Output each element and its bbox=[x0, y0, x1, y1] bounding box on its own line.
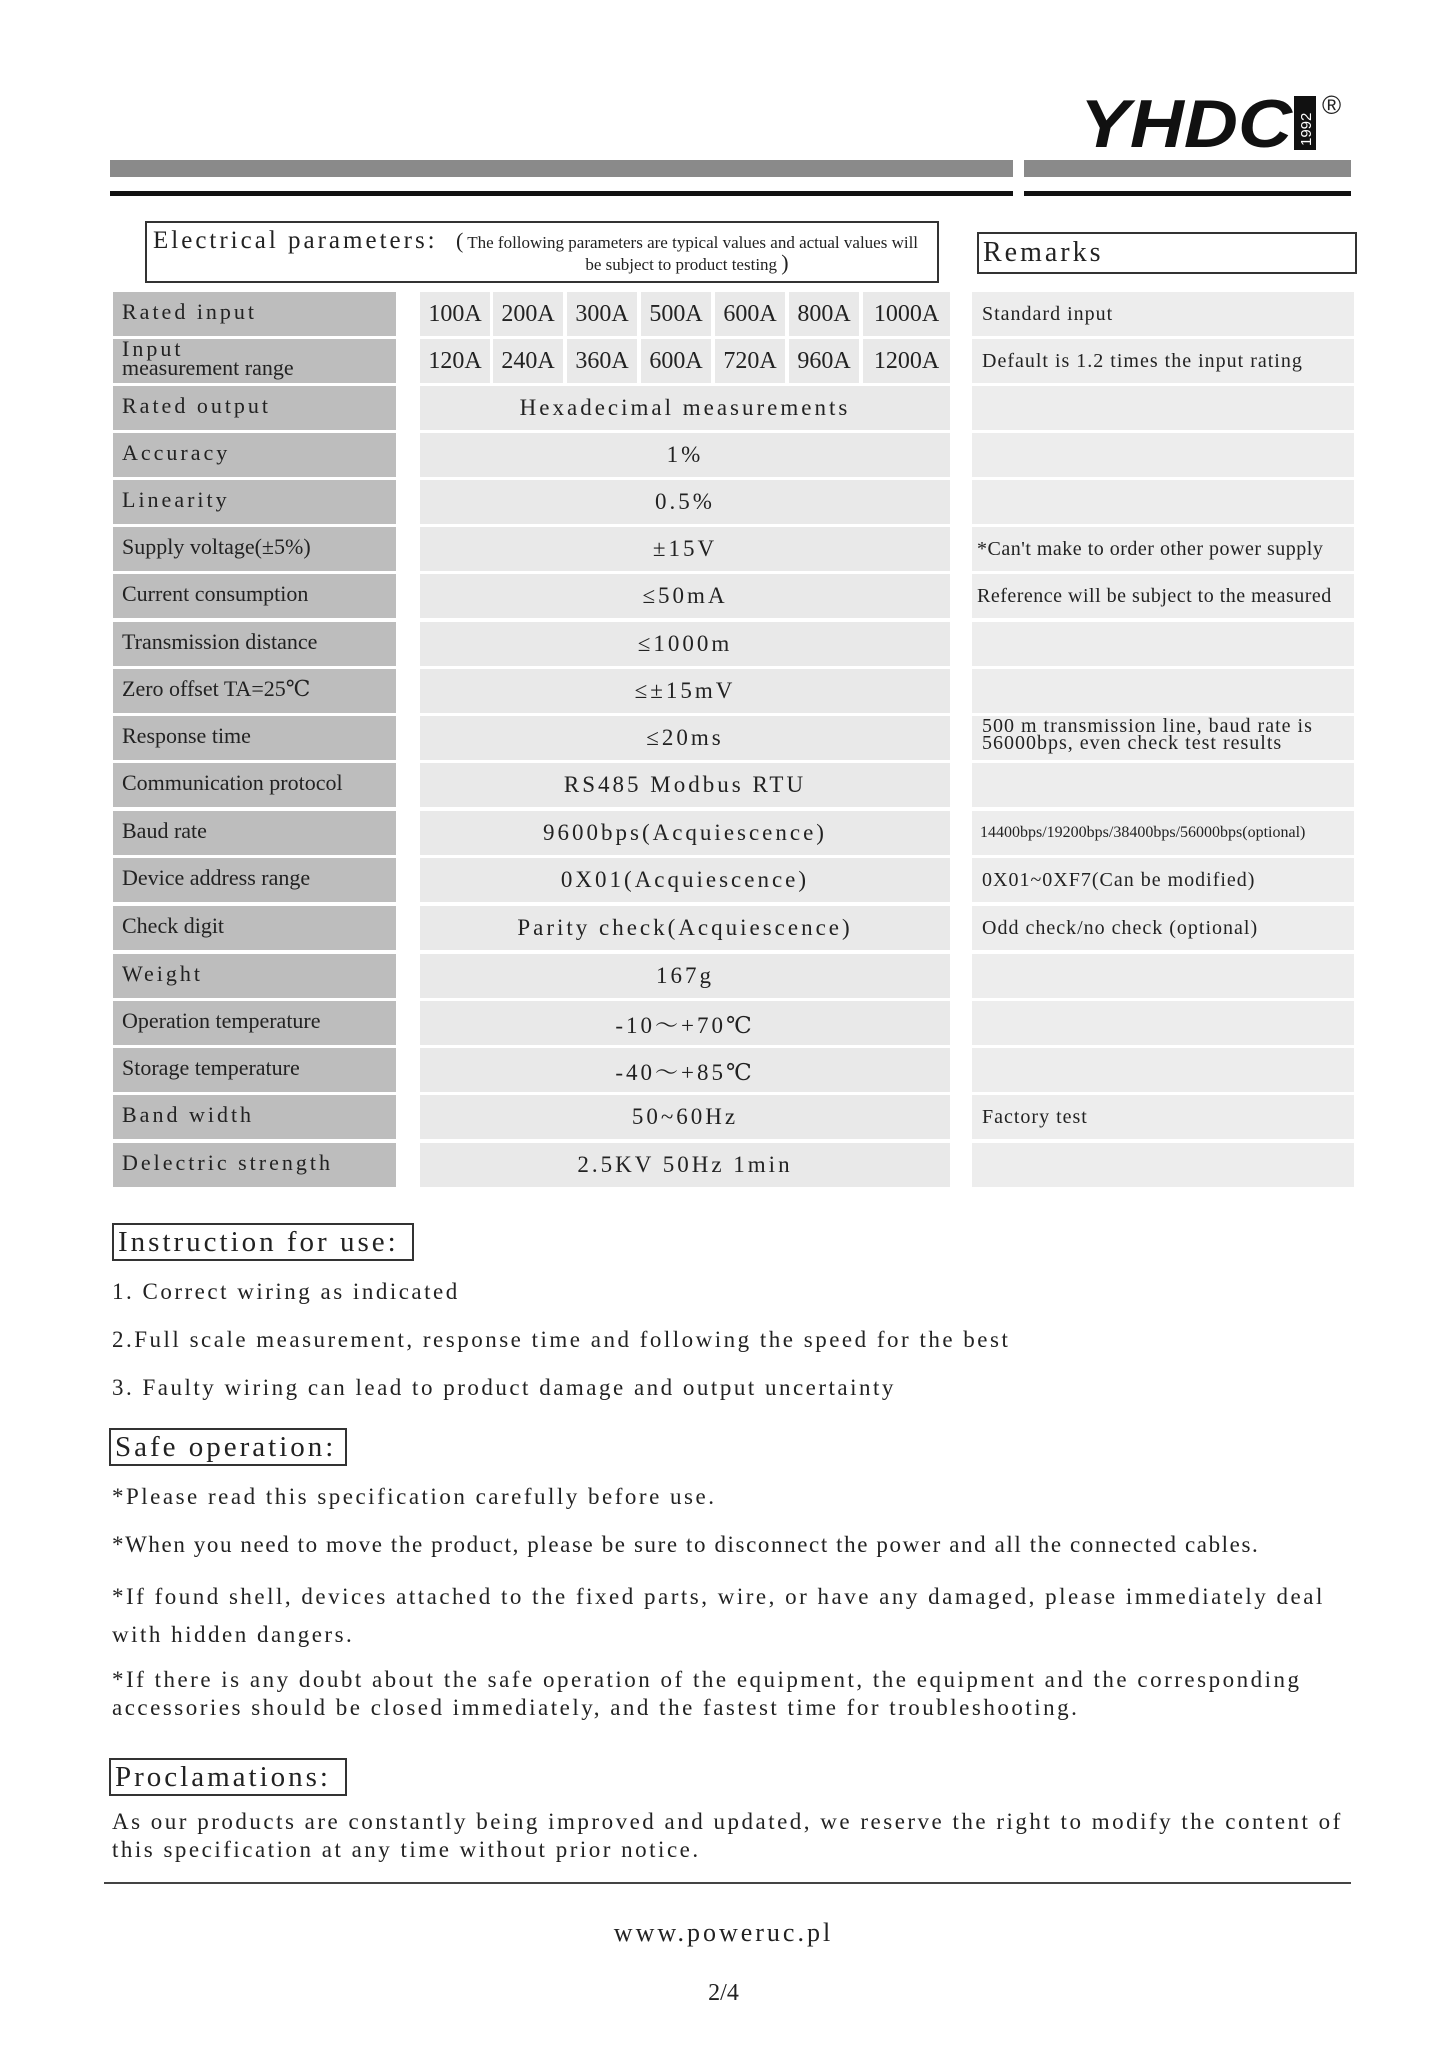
row-value: 1% bbox=[420, 433, 950, 477]
safe-item: *If found shell, devices attached to the fixed parts, wire, or have any damaged, please immediately deal with hidden dangers. bbox=[112, 1584, 1325, 1647]
table-row bbox=[0, 858, 1447, 902]
label-text: Supply voltage(±5%) bbox=[122, 534, 311, 559]
row-label bbox=[113, 480, 396, 524]
electrical-parameters-header bbox=[145, 221, 939, 283]
row-value: -10～+70℃ bbox=[420, 1001, 950, 1045]
row-value: 0X01(Acquiescence) bbox=[420, 858, 950, 902]
remarks-title: Remarks bbox=[983, 237, 1104, 268]
remark-line1: 500 m transmission line, baud rate is bbox=[982, 715, 1313, 737]
table-row bbox=[0, 1048, 1447, 1092]
row-remark bbox=[972, 858, 1354, 902]
row-label bbox=[113, 858, 396, 902]
label-text: Band width bbox=[122, 1102, 255, 1127]
row-label bbox=[113, 574, 396, 618]
value-cell: 1000A bbox=[863, 292, 950, 336]
header-bar-left bbox=[110, 160, 1013, 177]
remark-line2: 56000bps, even check test results bbox=[982, 732, 1283, 754]
row-value: Parity check(Acquiescence) bbox=[420, 906, 950, 950]
header-bar-right bbox=[1024, 160, 1351, 177]
value-cell: 720A bbox=[715, 339, 785, 383]
row-value: RS485 Modbus RTU bbox=[420, 763, 950, 807]
row-remark bbox=[972, 1143, 1354, 1187]
row-value: Hexadecimal measurements bbox=[420, 386, 950, 430]
row-value: ≤50mA bbox=[420, 574, 950, 618]
row-remark bbox=[972, 716, 1354, 760]
row-value: ±15V bbox=[420, 527, 950, 571]
table-row bbox=[0, 433, 1447, 477]
rated-input-values bbox=[420, 292, 950, 336]
value-cell: 300A bbox=[567, 292, 637, 336]
row-value: 2.5KV 50Hz 1min bbox=[420, 1143, 950, 1187]
row-label bbox=[113, 1001, 396, 1045]
proclamations-header bbox=[109, 1758, 347, 1796]
instruction-item: 3. Faulty wiring can lead to product damage and output uncertainty bbox=[112, 1375, 896, 1400]
row-label bbox=[113, 527, 396, 571]
row-remark bbox=[972, 1001, 1354, 1045]
row-label bbox=[113, 433, 396, 477]
label-text: Check digit bbox=[122, 913, 225, 938]
label-text: Device address range bbox=[122, 865, 311, 890]
row-label bbox=[113, 386, 396, 430]
safe-operation-header bbox=[109, 1428, 347, 1466]
label-text: Response time bbox=[122, 723, 251, 748]
label-text: Baud rate bbox=[122, 818, 207, 843]
electrical-parameters-note bbox=[447, 228, 927, 275]
value-cell: 600A bbox=[715, 292, 785, 336]
value-cell: 100A bbox=[420, 292, 490, 336]
label-text: Accuracy bbox=[122, 440, 231, 465]
instruction-item: 1. Correct wiring as indicated bbox=[112, 1279, 460, 1304]
label-text: Current consumption bbox=[122, 581, 309, 606]
row-remark bbox=[972, 622, 1354, 666]
remark-text: Reference will be subject to the measured bbox=[977, 585, 1332, 607]
table-row bbox=[0, 763, 1447, 807]
value-cell: 500A bbox=[641, 292, 711, 336]
row-value: ≤20ms bbox=[420, 716, 950, 760]
row-label bbox=[113, 906, 396, 950]
footer-url: www.poweruc.pl bbox=[613, 1918, 834, 1947]
row-label bbox=[113, 1048, 396, 1092]
table-row bbox=[0, 716, 1447, 760]
remark-text: Default is 1.2 times the input rating bbox=[982, 350, 1303, 372]
label-text: Operation temperature bbox=[122, 1008, 321, 1033]
row-value: -40～+85℃ bbox=[420, 1048, 950, 1092]
label-text: Zero offset TA=25℃ bbox=[122, 676, 311, 701]
row-remark bbox=[972, 339, 1354, 383]
row-value: ≤±15mV bbox=[420, 669, 950, 713]
row-label bbox=[113, 1095, 396, 1139]
safe-item: *Please read this specification carefully before use. bbox=[112, 1484, 717, 1509]
logo-year: 1992 bbox=[1298, 112, 1315, 146]
row-remark bbox=[972, 763, 1354, 807]
measurement-range-values bbox=[420, 339, 950, 383]
remark-text: Factory test bbox=[982, 1106, 1088, 1128]
label-text: Rated output bbox=[122, 393, 272, 418]
row-label bbox=[113, 336, 396, 383]
remark-text: 14400bps/19200bps/38400bps/56000bps(optional) bbox=[980, 824, 1306, 841]
row-remark bbox=[972, 954, 1354, 998]
note-close-paren: ) bbox=[781, 250, 789, 275]
remark-text: *Can't make to order other power supply bbox=[977, 538, 1324, 560]
row-remark bbox=[972, 1048, 1354, 1092]
table-row bbox=[0, 1001, 1447, 1045]
safe-item: *When you need to move the product, please be sure to disconnect the power and all the connected cables. bbox=[112, 1532, 1260, 1557]
safe-operation-title: Safe operation: bbox=[115, 1431, 337, 1463]
row-label bbox=[113, 716, 396, 760]
label-text: Linearity bbox=[122, 487, 230, 512]
table-row bbox=[0, 574, 1447, 618]
label-text: Storage temperature bbox=[122, 1055, 300, 1080]
row-remark bbox=[972, 669, 1354, 713]
table-row bbox=[0, 527, 1447, 571]
table-row bbox=[0, 386, 1447, 430]
value-cell: 120A bbox=[420, 339, 490, 383]
row-value: 50~60Hz bbox=[420, 1095, 950, 1139]
table-row bbox=[0, 669, 1447, 713]
row-value: ≤1000m bbox=[420, 622, 950, 666]
row-remark bbox=[972, 811, 1354, 855]
label-text bbox=[122, 336, 294, 380]
instruction-title: Instruction for use: bbox=[118, 1226, 399, 1258]
row-value: 167g bbox=[420, 954, 950, 998]
remark-text bbox=[982, 715, 1313, 754]
row-remark bbox=[972, 480, 1354, 524]
header-rule-right bbox=[1024, 191, 1351, 196]
electrical-parameters-title: Electrical parameters: bbox=[153, 227, 438, 254]
proclamations-title: Proclamations: bbox=[115, 1761, 331, 1793]
row-label bbox=[113, 669, 396, 713]
footer-divider bbox=[104, 1882, 1351, 1884]
label-text: Transmission distance bbox=[122, 629, 318, 654]
value-cell: 360A bbox=[567, 339, 637, 383]
yhdc-logo bbox=[1080, 92, 1320, 154]
row-remark bbox=[972, 433, 1354, 477]
table-row bbox=[0, 811, 1447, 855]
row-remark bbox=[972, 386, 1354, 430]
row-remark bbox=[972, 527, 1354, 571]
label-text: Weight bbox=[122, 961, 203, 986]
label-text: Rated input bbox=[122, 299, 258, 324]
instruction-item: 2.Full scale measurement, response time and following the speed for the best bbox=[112, 1327, 1011, 1352]
instruction-header bbox=[112, 1223, 414, 1261]
proclamations-text: As our products are constantly being improved and updated, we reserve the right to modify the content of this specification at any time without prior notice. bbox=[112, 1809, 1343, 1862]
row-label bbox=[113, 763, 396, 807]
value-cell: 800A bbox=[789, 292, 859, 336]
table-row bbox=[0, 480, 1447, 524]
row-label bbox=[113, 292, 396, 336]
value-cell: 960A bbox=[789, 339, 859, 383]
remark-text: Odd check/no check (optional) bbox=[982, 917, 1259, 939]
row-remark bbox=[972, 574, 1354, 618]
value-cell: 600A bbox=[641, 339, 711, 383]
table-row bbox=[0, 1095, 1447, 1139]
row-value: 0.5% bbox=[420, 480, 950, 524]
header-rule-left bbox=[110, 191, 1013, 196]
row-label bbox=[113, 1143, 396, 1187]
value-cell: 240A bbox=[493, 339, 563, 383]
table-row bbox=[0, 906, 1447, 950]
value-cell: 200A bbox=[493, 292, 563, 336]
remark-text: Standard input bbox=[982, 303, 1114, 325]
remarks-header bbox=[977, 232, 1357, 274]
page-number: 2/4 bbox=[708, 1980, 739, 2006]
label-line2: measurement range bbox=[122, 355, 294, 380]
label-text: Communication protocol bbox=[122, 770, 343, 795]
row-label bbox=[113, 954, 396, 998]
row-label bbox=[113, 622, 396, 666]
table-row-rated-input bbox=[0, 292, 1447, 336]
label-text: Delectric strength bbox=[122, 1150, 333, 1175]
table-row-measurement-range bbox=[0, 336, 1447, 383]
table-row bbox=[0, 622, 1447, 666]
row-remark bbox=[972, 292, 1354, 336]
safe-item: *If there is any doubt about the safe operation of the equipment, the equipment and the corresponding accessories should be closed immediately, and the fastest time for troubleshooting. bbox=[112, 1667, 1302, 1720]
logo-text: YHDC bbox=[1080, 92, 1293, 154]
registered-mark: ® bbox=[1322, 90, 1342, 120]
row-remark bbox=[972, 1095, 1354, 1139]
table-row bbox=[0, 954, 1447, 998]
label-line1: Input bbox=[122, 336, 184, 361]
row-value: 9600bps(Acquiescence) bbox=[420, 811, 950, 855]
note-text: The following parameters are typical values and actual values will be subject to product testing bbox=[467, 233, 919, 274]
row-label bbox=[113, 811, 396, 855]
row-remark bbox=[972, 906, 1354, 950]
remark-text: 0X01~0XF7(Can be modified) bbox=[982, 869, 1256, 891]
value-cell: 1200A bbox=[863, 339, 950, 383]
table-row bbox=[0, 1143, 1447, 1187]
note-open-paren: ( bbox=[455, 228, 464, 253]
